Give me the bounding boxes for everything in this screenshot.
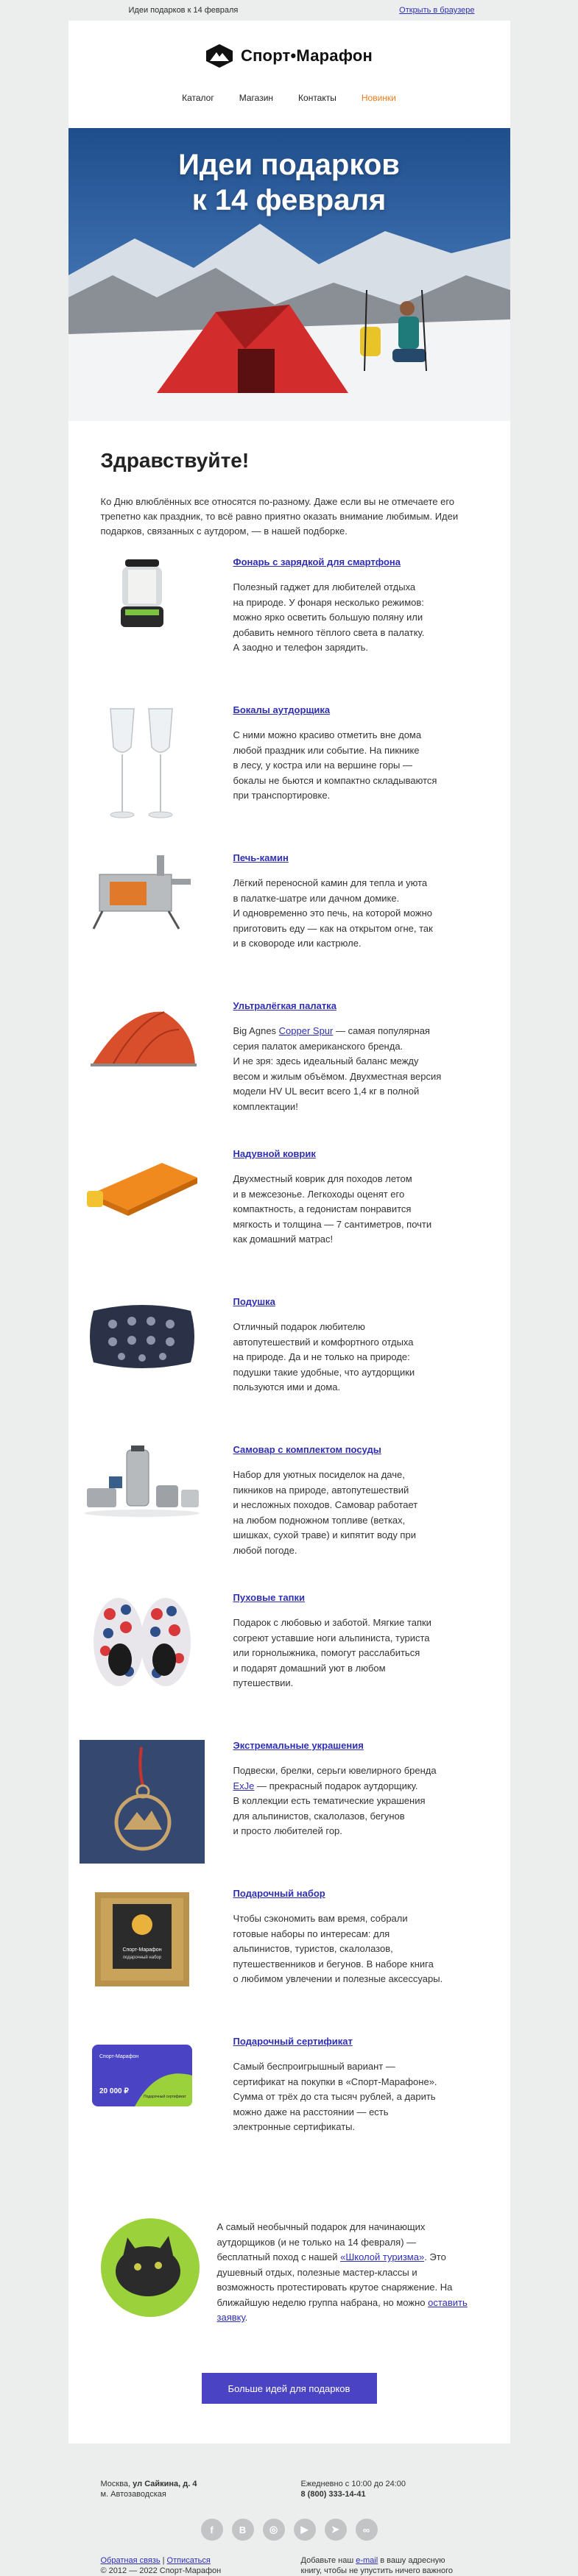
product-description: С ними можно красиво отметить вне дома любой праздник или событие. На пикнике в лесу, у костра или на вершине горы — бокалы не бьются и компактно складываются при транспортировке. xyxy=(233,729,437,801)
product-description: Big Agnes Copper Spur — самая популярная серия палаток американского бренда. И не зря: здесь идеальный баланс между весом и жилым объёмом. Двухместная версия модели HV UL весит всего 1,4 кг в полной комплектации! xyxy=(233,1025,442,1112)
pillow-icon xyxy=(83,1296,201,1377)
product-title-link[interactable]: Ультралёгкая палатка xyxy=(233,1000,336,1011)
gift-box-icon xyxy=(91,1888,194,1991)
pendant-icon xyxy=(80,1740,205,1864)
more-ideas-button[interactable]: Больше идей для подарков xyxy=(202,2373,377,2404)
product-title-link[interactable]: Надувной коврик xyxy=(233,1148,316,1159)
brand-name: Спорт•Марафон xyxy=(240,46,373,65)
greeting-heading: Здравствуйте! xyxy=(100,449,250,472)
promo-image xyxy=(101,2218,200,2317)
product-title-link[interactable]: Подушка xyxy=(233,1296,275,1307)
product-description: Набор для уютных посиделок на даче, пикников на природе, автопутешествий и несложных походов. Самовар работает на любом подножном топливе (ветках, шишках, сухой траве) и кипятит воду при любой погоде. xyxy=(233,1469,418,1556)
copper-spur-link[interactable]: Copper Spur xyxy=(278,1025,334,1036)
phone-number[interactable]: 8 (800) 333-14-41 xyxy=(300,2490,366,2499)
telegram-icon[interactable]: ➤ xyxy=(325,2519,347,2541)
nav-contacts[interactable]: Контакты xyxy=(298,93,336,103)
nav-new[interactable]: Новинки xyxy=(361,93,396,103)
product-jewelry xyxy=(68,1740,510,1888)
product-certificate xyxy=(68,2036,510,2184)
product-title-link[interactable]: Самовар с комплектом посуды xyxy=(233,1444,381,1455)
promo-text: А самый необычный подарок для начинающих аутдорщиков (и не только на 14 февраля) — бесплатный поход с нашей «Школой туризма». Это душевный отдых, полезные мастер-классы и возможность протестировать крутое снаряжение. На ближайшую неделю группа набрана, но можно оставить заявку. xyxy=(216,2221,468,2323)
product-description: Полезный гаджет для любителей отдыха на природе. У фонаря несколько режимов: можно ярко осветить большую поляну или добавить немного тёплого света в палатку. А заодно и телефон зарядить. xyxy=(233,581,425,653)
facebook-icon[interactable]: f xyxy=(201,2519,223,2541)
product-stove xyxy=(68,852,510,1000)
product-title-link[interactable]: Печь-камин xyxy=(233,852,289,863)
product-pillow xyxy=(68,1296,510,1444)
intro-text: Ко Дню влюблённых все относятся по-разному. Даже если вы не отмечаете его трепетно как праздник, то всё равно приятно оказать внимание любимым. Идеи подарков, связанных с аутдором, — в нашей подборке. xyxy=(100,496,459,537)
svg-text:20 000 ₽: 20 000 ₽ xyxy=(99,2087,129,2095)
footer-links: Обратная связь | Отписаться © 2012 — 2022 Спорт-Марафон xyxy=(100,2556,222,2575)
brand-logo[interactable] xyxy=(68,21,510,91)
unsubscribe-link[interactable]: Отписаться xyxy=(166,2556,211,2565)
nav-shop[interactable]: Магазин xyxy=(239,93,274,103)
product-image[interactable] xyxy=(68,1000,216,1148)
product-title-link[interactable]: Экстремальные украшения xyxy=(233,1740,364,1751)
email-link[interactable]: e-mail xyxy=(356,2556,378,2565)
product-image[interactable] xyxy=(68,1296,216,1444)
vk-icon[interactable]: В xyxy=(232,2519,254,2541)
product-title-link[interactable]: Подарочный набор xyxy=(233,1888,325,1899)
tourism-school-link[interactable]: «Школой туризма» xyxy=(340,2251,425,2262)
product-gift-set xyxy=(68,1888,510,2036)
product-tent xyxy=(68,1000,510,1148)
svg-text:Спорт-Марафон: Спорт-Марафон xyxy=(99,2054,138,2059)
tent-icon xyxy=(83,1000,201,1074)
svg-text:Подарочный сертификат: Подарочный сертификат xyxy=(143,2095,186,2099)
open-in-browser-link[interactable]: Открыть в браузере xyxy=(399,6,475,15)
product-description: Чтобы сэкономить вам время, собрали готовые наборы по интересам: для альпинистов, туристов, скалолазов, путешественников и бегунов. В наборе книга о любимом увлечении и полезные аксессуары. xyxy=(233,1913,443,1984)
main-nav xyxy=(68,91,510,128)
tourism-school-promo xyxy=(68,2218,510,2373)
product-samovar xyxy=(68,1444,510,1592)
product-description: Самый беспроигрышный вариант — сертификат на покупки в «Спорт-Марафоне». Сумма от трёх до ста тысяч рублей, а дарить можно даже на расстоянии — есть электронные сертификаты. xyxy=(233,2061,437,2132)
footer xyxy=(68,2444,510,2576)
wood-stove-icon xyxy=(83,852,201,933)
product-slippers xyxy=(68,1592,510,1740)
product-description: Лёгкий переносной камин для тепла и уюта в палатке-шатре или дачном домике. И одновременно это печь, на которой можно приготовить еду — как на открытом огне, так и в сковороде или кастрюле. xyxy=(233,877,433,949)
preheader-text: Идеи подарков к 14 февраля xyxy=(128,6,239,15)
nav-catalog[interactable]: Каталог xyxy=(182,93,214,103)
slippers-icon xyxy=(83,1592,201,1695)
hero-banner[interactable] xyxy=(68,128,510,421)
product-image[interactable] xyxy=(68,1740,216,1888)
instagram-icon[interactable]: ◎ xyxy=(263,2519,285,2541)
lantern-icon xyxy=(109,556,175,630)
contact-block: Ежедневно с 10:00 до 24:00 8 (800) 333-14-41 xyxy=(301,2479,478,2499)
samovar-icon xyxy=(80,1444,205,1525)
product-description: Подвески, брелки, серьги ювелирного бренда ExJe — прекрасный подарок аутдорщику. В коллекции есть тематические украшения для альпинистов, скалолазов, бегунов и просто любителей гор. xyxy=(233,1765,437,1836)
product-image[interactable] xyxy=(68,1888,216,2036)
product-title-link[interactable]: Фонарь с зарядкой для смартфона xyxy=(233,556,401,567)
product-image[interactable] xyxy=(68,852,216,1000)
product-image[interactable] xyxy=(68,1592,216,1740)
soundcloud-icon[interactable]: ∞ xyxy=(356,2519,378,2541)
feedback-link[interactable]: Обратная связь xyxy=(100,2556,161,2565)
svg-text:подарочный набор: подарочный набор xyxy=(122,1956,161,1960)
product-image[interactable] xyxy=(68,556,216,704)
svg-text:Спорт-Марафон: Спорт-Марафон xyxy=(121,1947,162,1953)
preheader xyxy=(68,0,510,21)
product-title-link[interactable]: Подарочный сертификат xyxy=(233,2036,353,2047)
youtube-icon[interactable]: ▶ xyxy=(294,2519,316,2541)
product-image[interactable] xyxy=(68,1444,216,1592)
product-title-link[interactable]: Бокалы аутдорщика xyxy=(233,704,331,715)
product-description: Отличный подарок любителю автопутешествий и комфортного отдыха на природе. Да и не только на природе: подушки такие удобные, что аутдорщики пользуются ими и дома. xyxy=(233,1321,415,1393)
exje-link[interactable]: ExJe xyxy=(233,1780,255,1791)
product-image[interactable] xyxy=(68,704,216,852)
apply-link[interactable]: оставить заявку xyxy=(216,2296,468,2323)
wine-glasses-icon xyxy=(102,704,183,822)
email-body xyxy=(68,21,510,2444)
product-description: Двухместный коврик для походов летом и в межсезонье. Легкоходы оценят его компактность, а гедонистам понравится мягкость и толщина — 7 сантиметров, почти как домашний матрас! xyxy=(233,1173,432,1245)
product-title-link[interactable]: Пуховые тапки xyxy=(233,1592,305,1603)
product-mat xyxy=(68,1148,510,1296)
social-links xyxy=(101,2519,478,2541)
gift-card-icon xyxy=(91,2036,194,2109)
product-glasses xyxy=(68,704,510,852)
mountain-logo-icon xyxy=(205,43,233,68)
product-description: Подарок с любовью и заботой. Мягкие тапки согреют уставшие ноги альпиниста, туриста или горнолыжника, помогут расслабиться и подарят домашний уют в любом путешествии. xyxy=(233,1617,431,1688)
product-image[interactable] xyxy=(68,1148,216,1296)
product-image[interactable] xyxy=(68,2036,216,2184)
add-email-note: Добавьте наш e-mail в вашу адресную книгу, чтобы не упустить ничего важного xyxy=(300,2556,453,2575)
product-lantern xyxy=(68,556,510,704)
sleeping-mat-icon xyxy=(80,1148,205,1222)
address-block: Москва, ул Сайкина, д. 4 м. Автозаводская xyxy=(100,2480,197,2499)
hero-title: Идеи подарков к 14 февраля xyxy=(178,149,400,216)
cat-icon xyxy=(101,2218,200,2317)
